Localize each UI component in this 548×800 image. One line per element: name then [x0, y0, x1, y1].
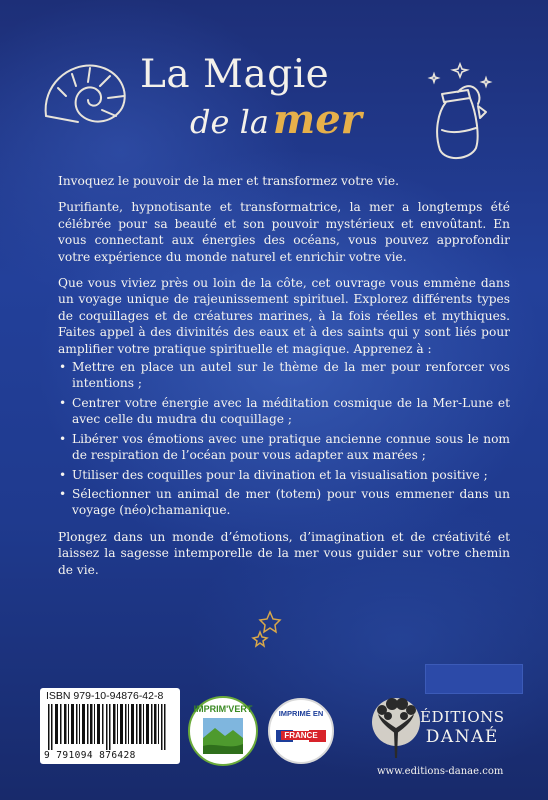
list-item: • Libérer vos émotions avec une pratique ancienne connue sous le nom de respiration de l’océan pour vous adapter aux marées ;: [59, 431, 510, 463]
potion-bottle-icon: [420, 52, 520, 172]
price-sticker-area: [425, 664, 523, 694]
list-item: • Mettre en place un autel sur le thème de la mer pour renforcer vos intentions ;: [59, 360, 510, 391]
printed-in-label: IMPRIMÉ EN: [278, 709, 324, 718]
country-label: FRANCE: [270, 730, 332, 742]
publisher-name: [420, 707, 505, 747]
bullet-icon: •: [59, 360, 67, 375]
description-paragraph: Purifiante, hypnotisante et transformatrice, la mer a longtemps été célébrée pour sa beauté et son pouvoir mystérieux et envoûtant. En vous connectant aux énergies des océans, vous pouvez approfondir votre expérience du monde naturel et enrichir votre vie.: [58, 200, 510, 264]
list-item: • Sélectionner un animal de mer (totem) pour vous emmener dans un voyage (néo)chamanique.: [59, 486, 510, 518]
publisher-line1: ÉDITIONS: [420, 708, 505, 726]
intro-paragraph: Invoquez le pouvoir de la mer et transformez votre vie.: [58, 174, 399, 188]
bullet-icon: •: [59, 431, 67, 446]
bullet-icon: •: [59, 395, 67, 410]
stars-icon: [250, 610, 284, 650]
bullet-icon: •: [59, 467, 67, 482]
isbn-label: ISBN 979-10-94876-42-8: [46, 690, 164, 702]
barcode-panel: [40, 688, 180, 764]
list-item: • Utiliser des coquilles pour la divination et la visualisation positive ;: [59, 467, 488, 482]
publisher-line2: DANAÉ: [425, 727, 499, 747]
book-title-line2: [190, 96, 362, 143]
learning-paragraph: Que vous viviez près ou loin de la côte, cet ouvrage vous emmène dans un voyage unique de rajeunissement spirituel. Explorez différents types de coquillages et de créatures marines, à la fois réelles et mythiques. Faites appel à des divinités des eaux et à des saints qui y sont liés pour amplifier votre pratique spirituelle et magique. Apprenez à :: [58, 276, 510, 356]
bullet-icon: •: [59, 486, 67, 501]
landscape-icon: [203, 718, 243, 754]
book-title-accent: mer: [272, 96, 362, 143]
nautilus-shell-icon: [38, 56, 134, 132]
imprimvert-label: IMPRIM'VERT: [193, 704, 253, 714]
tree-logo-icon: [370, 692, 422, 762]
barcode-number: 9 791094 876428: [44, 750, 136, 761]
printed-in-france-badge: [268, 698, 334, 764]
closing-paragraph: Plongez dans un monde d’émotions, d’imagination et de créativité et laissez la sagesse intemporelle de la mer vous guider sur votre chemin de vie.: [58, 529, 510, 577]
list-item: • Centrer votre énergie avec la méditation cosmique de la Mer-Lune et avec celle du mudra du coquillage ;: [59, 395, 510, 427]
book-title-line1: La Magie: [140, 52, 330, 97]
publisher-website: www.editions-danae.com: [377, 766, 504, 777]
barcode-icon: [48, 704, 172, 750]
back-cover-blurb: [58, 173, 510, 588]
learning-list: [58, 359, 510, 519]
book-title-prefix: de la: [190, 103, 269, 141]
imprimvert-badge: [188, 696, 258, 766]
